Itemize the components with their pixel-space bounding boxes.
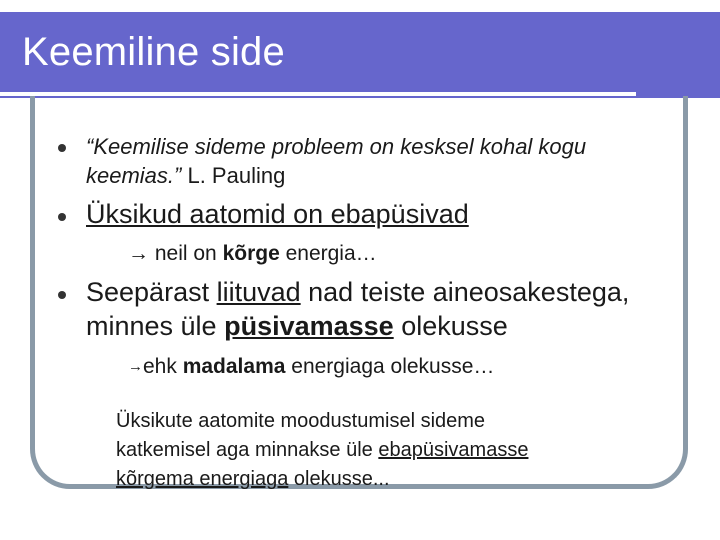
note-line-3-underlined: kõrgema energiaga [116,468,289,490]
note-line-2-underlined: ebapüsivamasse [378,439,529,461]
bullet-1-line-2 [86,163,285,189]
sub-1-post: energia… [279,242,377,265]
bullet-dot-2 [58,213,66,221]
slide-title: Keemiline side [22,30,285,74]
bullet-3-line2-emph: püsivamasse [224,311,394,341]
note-line-2 [116,439,528,462]
bullet-1-quote-end: keemias.” [86,163,182,188]
bullet-3-line2-post: olekusse [393,311,508,341]
bullet-3-line-2 [86,311,508,342]
bullet-3-line-1 [86,277,629,308]
note-line-2-pre: katkemisel aga minnakse üle [116,439,379,461]
sub-1-pre: neil on [149,242,223,265]
bullet-dot-3 [58,291,66,299]
bullet-3-pre: Seepärast [86,277,217,307]
bullet-3-line2-pre: minnes üle [86,311,225,341]
sub-point-2 [128,355,494,379]
arrow-right-icon: → [128,242,149,265]
note-line-3 [116,468,390,491]
sub-2-bold: madalama [182,355,286,378]
note-line-3-post: olekusse... [288,468,390,490]
bullet-1-author: L. Pauling [181,163,286,188]
sub-2-post: energiaga olekusse… [285,355,495,378]
bullet-3-underlined: liituvad [216,277,301,307]
bullet-2-text: Üksikud aatomid on ebapüsivad [86,199,469,229]
note-line-1: Üksikute aatomite moodustumisel sideme [116,410,486,432]
sub-point-1 [128,242,377,266]
bullet-1-line-1: “Keemilise sideme probleem on kesksel kohal kogu [86,134,587,159]
bullet-dot-1 [58,144,66,152]
bullet-3-post: nad teiste aineosakestega, [300,277,630,307]
sub-1-bold: kõrge [222,242,280,265]
arrow-right-icon: → [128,358,143,375]
sub-2-pre: ehk [143,355,183,378]
